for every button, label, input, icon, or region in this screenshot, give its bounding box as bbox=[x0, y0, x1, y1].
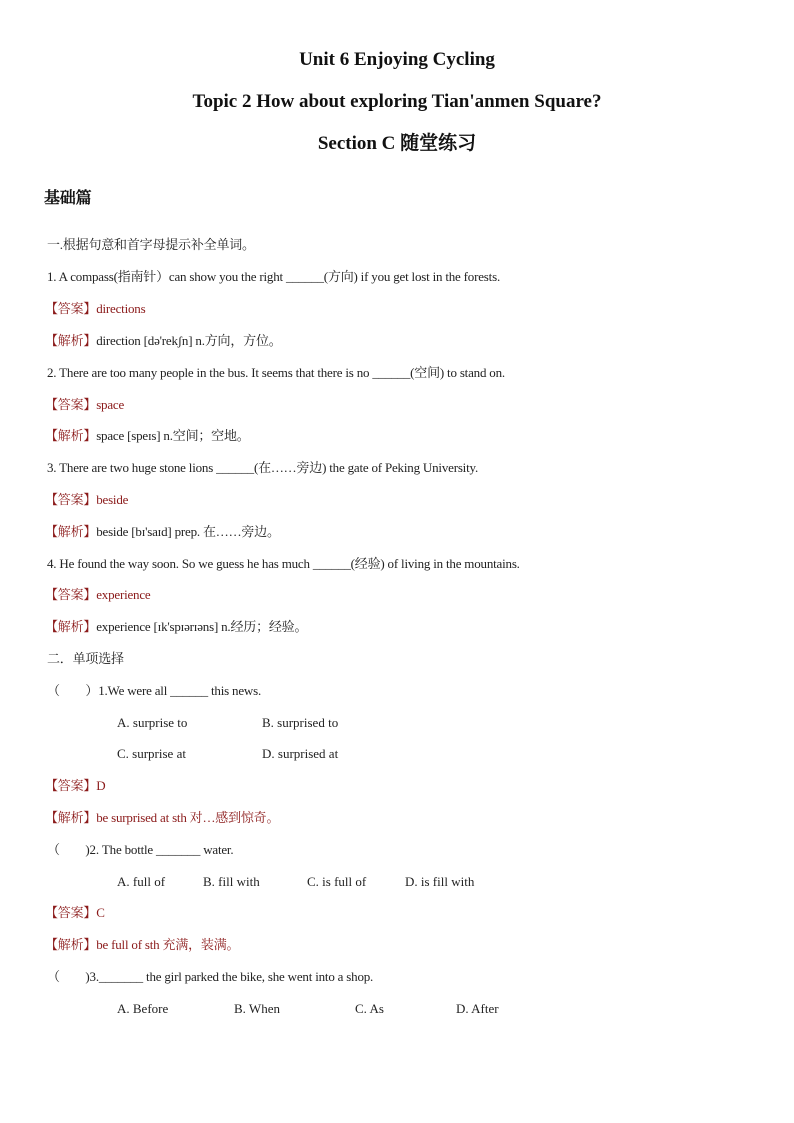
mc3-option-c: C. As bbox=[355, 1001, 384, 1016]
analysis-text: be surprised at sth 对…感到惊奇。 bbox=[96, 810, 280, 825]
topic-title: Topic 2 How about exploring Tian'anmen Square? bbox=[192, 91, 602, 112]
mc-question-3: （ )3._______ the girl parked the bike, she went into a shop. bbox=[47, 969, 374, 984]
part1-heading: 一.根据句意和首字母提示补全单词。 bbox=[47, 237, 255, 252]
answer-4 bbox=[45, 586, 151, 604]
question-4: 4. He found the way soon. So we guess he has much ______(经验) of living in the mountains. bbox=[47, 556, 520, 571]
analysis-tag: 【解析】 bbox=[45, 428, 97, 443]
mc2-option-d: D. is fill with bbox=[405, 874, 475, 889]
answer-tag: 【答案】 bbox=[45, 397, 97, 412]
unit-title: Unit 6 Enjoying Cycling bbox=[299, 49, 495, 70]
mc-analysis-1 bbox=[45, 809, 279, 827]
mc3-option-a: A. Before bbox=[117, 1001, 169, 1016]
question-2: 2. There are too many people in the bus. It seems that there is no ______(空间) to stand on. bbox=[47, 365, 505, 380]
question-1: 1. A compass(指南针）can show you the right ______(方向) if you get lost in the forests. bbox=[47, 269, 500, 284]
answer-text: experience bbox=[96, 587, 151, 602]
mc3-option-b: B. When bbox=[234, 1001, 280, 1016]
answer-text: space bbox=[96, 397, 125, 412]
analysis-text: direction [də'rekʃn] n.方向，方位。 bbox=[96, 333, 282, 348]
answer-tag: 【答案】 bbox=[45, 587, 97, 602]
analysis-4 bbox=[45, 618, 307, 636]
analysis-text: be full of sth 充满，装满。 bbox=[96, 937, 240, 952]
analysis-tag: 【解析】 bbox=[45, 524, 97, 539]
analysis-tag: 【解析】 bbox=[45, 333, 97, 348]
mc-analysis-2 bbox=[45, 936, 239, 954]
answer-text: beside bbox=[96, 492, 129, 507]
mc-answer-2 bbox=[45, 904, 105, 922]
answer-text: C bbox=[96, 905, 105, 920]
answer-tag: 【答案】 bbox=[45, 905, 97, 920]
mc-question-2: （ )2. The bottle _______ water. bbox=[47, 842, 234, 857]
analysis-text: space [speɪs] n.空间；空地。 bbox=[96, 428, 250, 443]
answer-tag: 【答案】 bbox=[45, 778, 97, 793]
analysis-tag: 【解析】 bbox=[45, 619, 97, 634]
mc-question-1: （ ）1.We were all ______ this news. bbox=[47, 683, 262, 698]
section-title: Section C 随堂练习 bbox=[317, 133, 477, 154]
analysis-text: experience [ɪk'spɪərɪəns] n.经历；经验。 bbox=[96, 619, 308, 634]
analysis-tag: 【解析】 bbox=[45, 810, 97, 825]
question-3: 3. There are two huge stone lions ______(在……旁边) the gate of Peking University. bbox=[47, 460, 479, 475]
part2-heading: 二．单项选择 bbox=[47, 651, 124, 666]
mc-answer-1 bbox=[45, 777, 105, 795]
mc2-option-a: A. full of bbox=[117, 874, 166, 889]
mc1-option-a: A. surprise to bbox=[117, 715, 188, 730]
answer-tag: 【答案】 bbox=[45, 492, 97, 507]
mc1-option-d: D. surprised at bbox=[262, 746, 339, 761]
analysis-text: beside [bɪ'saɪd] prep. 在……旁边。 bbox=[96, 524, 280, 539]
answer-3 bbox=[45, 491, 128, 509]
answer-tag: 【答案】 bbox=[45, 301, 97, 316]
mc2-option-b: B. fill with bbox=[203, 874, 260, 889]
analysis-1 bbox=[45, 332, 282, 350]
answer-2 bbox=[45, 396, 124, 414]
answer-text: directions bbox=[96, 301, 146, 316]
answer-1 bbox=[45, 300, 145, 318]
mc1-option-c: C. surprise at bbox=[117, 746, 186, 761]
mc3-option-d: D. After bbox=[456, 1001, 499, 1016]
mc1-option-b: B. surprised to bbox=[262, 715, 339, 730]
analysis-3 bbox=[45, 523, 280, 541]
answer-text: D bbox=[96, 778, 106, 793]
analysis-2 bbox=[45, 427, 250, 445]
analysis-tag: 【解析】 bbox=[45, 937, 97, 952]
mc2-option-c: C. is full of bbox=[307, 874, 367, 889]
level-heading: 基础篇 bbox=[44, 190, 92, 207]
